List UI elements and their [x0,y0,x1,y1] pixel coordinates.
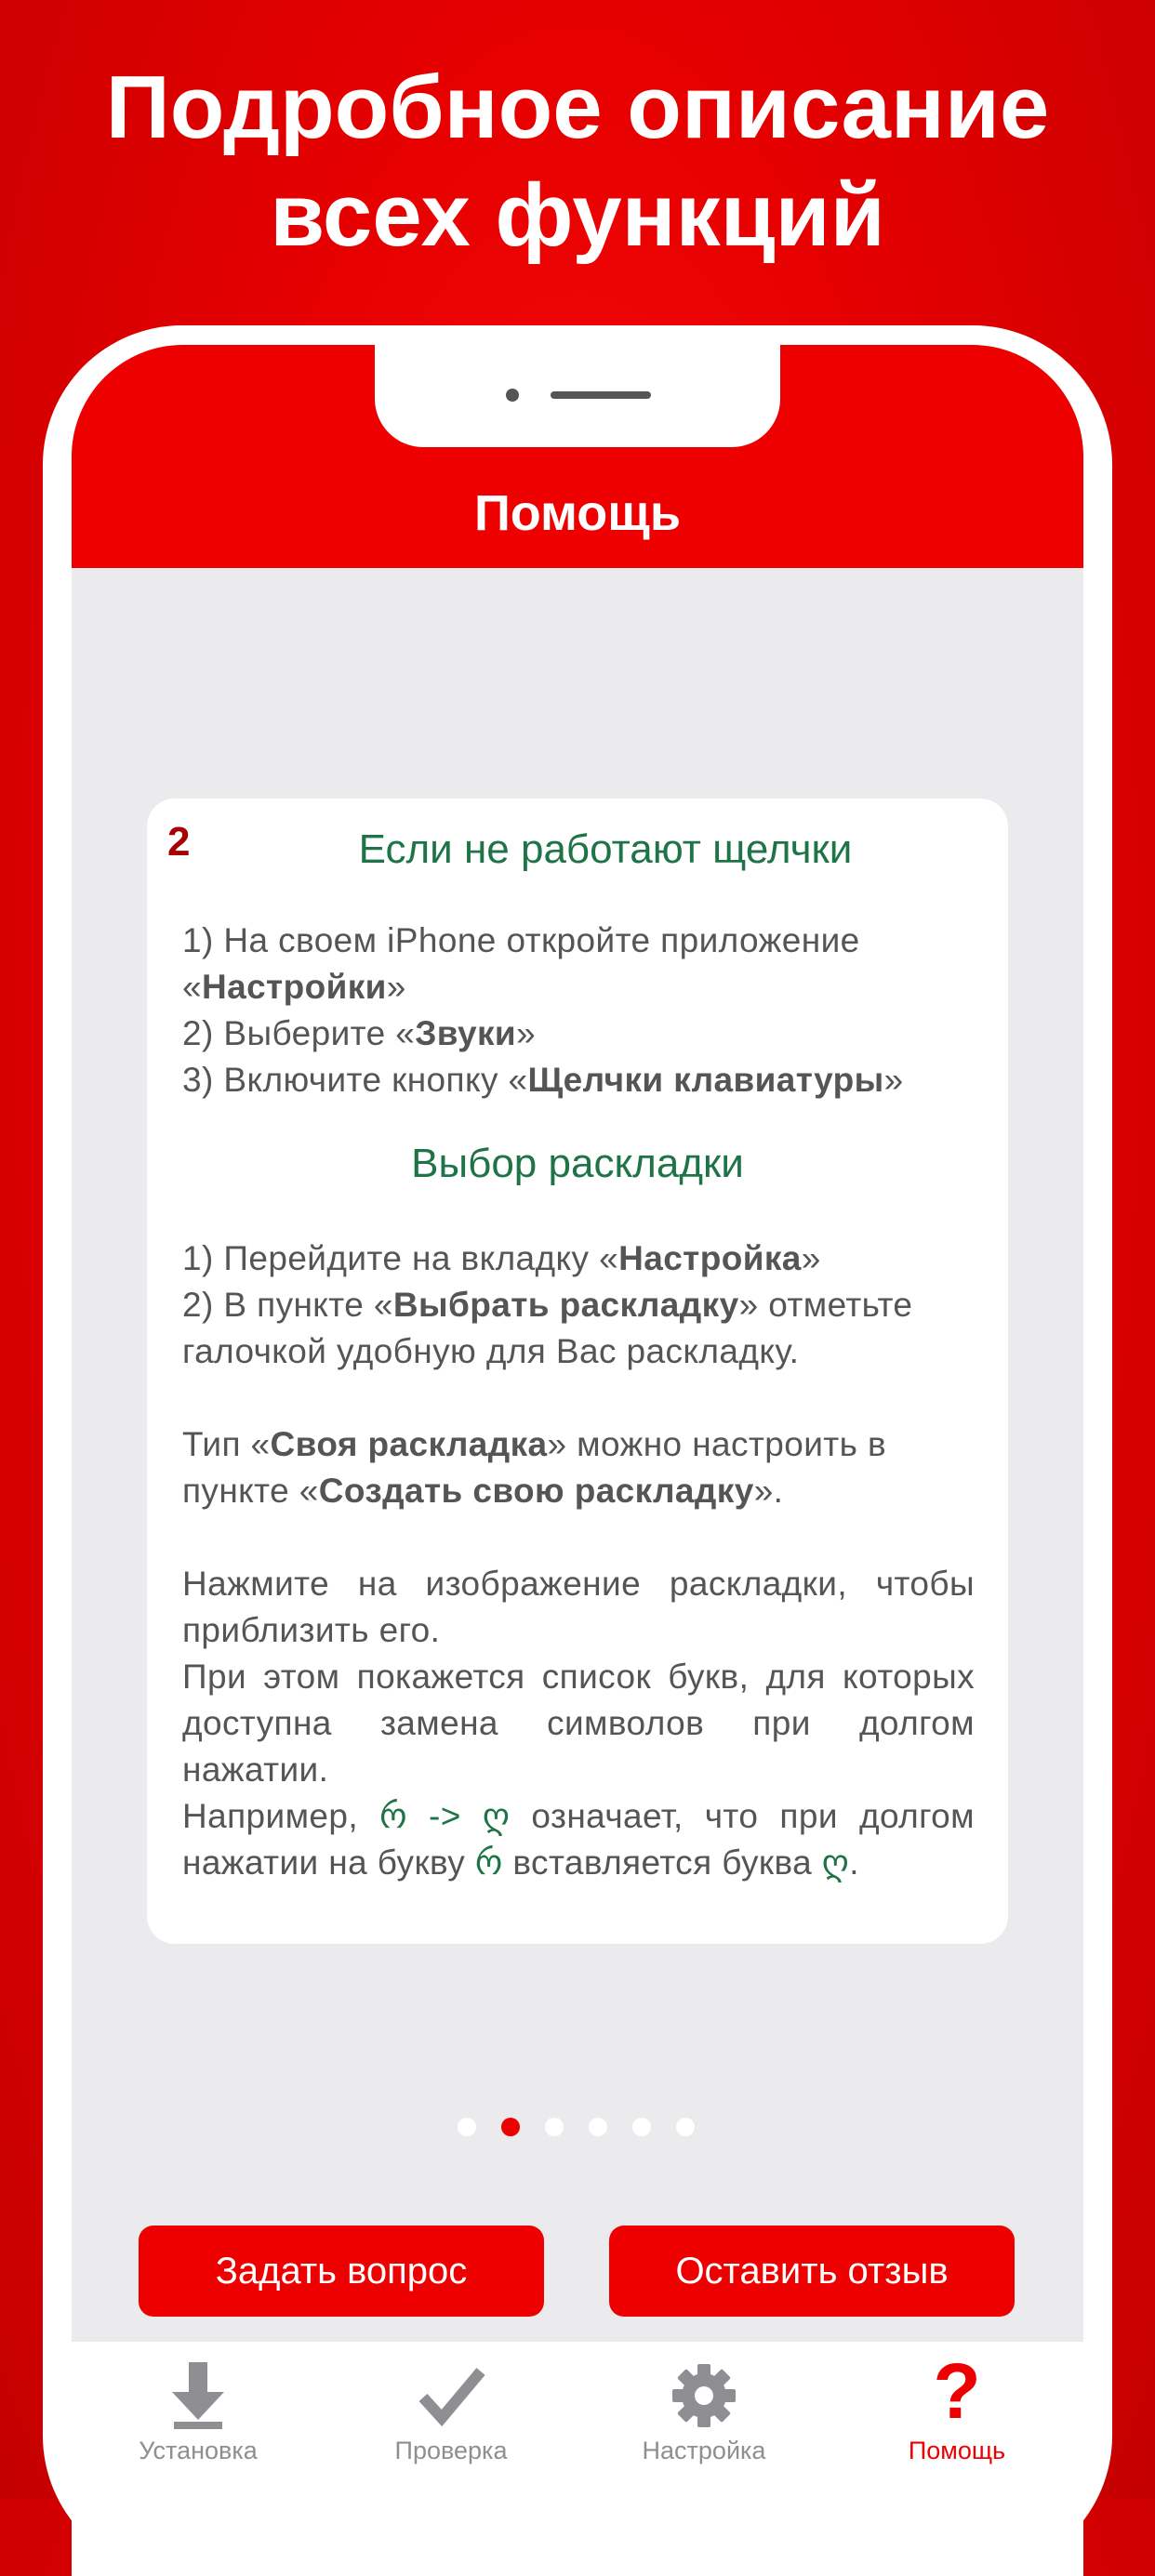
page-dot[interactable] [458,2118,476,2136]
tab-settings[interactable] [578,2342,830,2472]
clicks-step-1: 1) На своем iPhone откройте приложение «Настройки» [182,921,860,1006]
help-card[interactable] [147,799,1008,1944]
app-screen [72,345,1083,2576]
tab-install-label: Установка [139,2437,258,2464]
zoom-note: Нажмите на изображение раскладки, чтобы приблизить его. [182,1565,975,1649]
tab-help-label: Помощь [908,2437,1006,2464]
tab-settings-label: Настройка [642,2437,766,2464]
navigation-bar [72,345,1083,568]
page-dot[interactable] [545,2118,564,2136]
page-dot[interactable] [589,2118,607,2136]
example-note: Например, რ -> ღ означает, что при долгом нажатии на букву რ вставляется буква ღ. [182,1797,975,1882]
help-page-number: 2 [167,819,191,865]
speaker-grille [551,391,651,399]
tab-bar [72,2342,1083,2576]
page-title: Помощь [473,485,682,541]
camera-icon [506,389,519,402]
tab-check[interactable] [325,2342,578,2472]
phone-frame [43,325,1112,2575]
tab-install[interactable] [72,2342,325,2472]
custom-layout-note: Тип «Своя раскладка» можно настроить в пункте «Создать свою раскладку». [182,1425,887,1510]
letter-list-note: При этом покажется список букв, для которых доступна замена символов при долгом нажатии. [182,1658,975,1789]
page-dot-active[interactable] [501,2118,520,2136]
download-arrow-icon [161,2358,235,2433]
checkmark-icon [414,2358,488,2433]
leave-review-button[interactable]: Оставить отзыв [609,2226,1015,2317]
spacer [182,1375,975,1421]
ask-question-button[interactable]: Задать вопрос [139,2226,544,2317]
promo-headline [0,54,1155,270]
clicks-step-3: 3) Включите кнопку «Щелчки клавиатуры» [182,1061,904,1099]
layout-step-1: 1) Перейдите на вкладку «Настройка» [182,1239,821,1277]
tab-help[interactable] [830,2342,1083,2472]
page-dot[interactable] [632,2118,651,2136]
section-heading-layout: Выбор раскладки [411,1141,744,1186]
section-heading-clicks: Если не работают щелчки [358,826,853,872]
layout-instructions [182,1235,975,1886]
promo-headline-line1: Подробное описание [105,58,1050,157]
tab-check-label: Проверка [394,2437,508,2464]
clicks-step-2: 2) Выберите «Звуки» [182,1014,537,1052]
phone-notch [375,345,780,447]
clicks-instructions [182,918,975,1103]
page-dot[interactable] [676,2118,695,2136]
gear-icon [667,2358,741,2433]
spacer [182,1514,975,1561]
question-mark-icon: ? [933,2347,981,2435]
page-indicator[interactable] [458,2118,695,2136]
layout-step-2: 2) В пункте «Выбрать раскладку» отметьте галочкой удобную для Вас раскладку. [182,1286,913,1370]
promo-headline-line2: всех функций [270,165,885,265]
